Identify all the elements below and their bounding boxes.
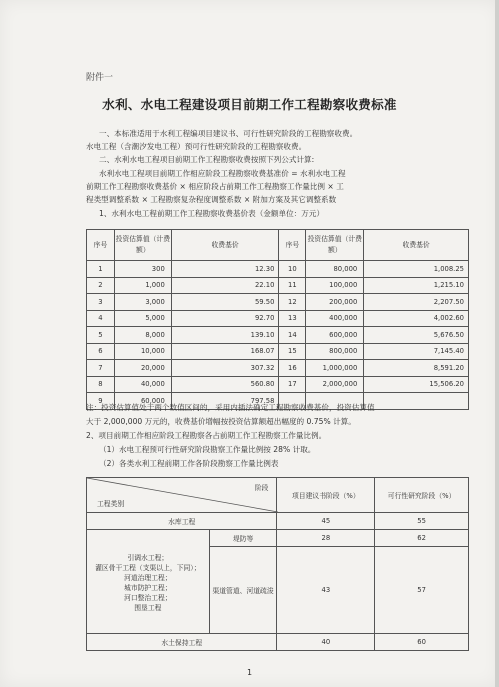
cell-investment: 5,000 bbox=[114, 310, 171, 327]
cell-no: 9 bbox=[87, 393, 115, 410]
cell-investment: 800,000 bbox=[306, 343, 364, 360]
cell-no: 15 bbox=[279, 343, 306, 360]
table-row bbox=[87, 327, 469, 344]
cell-fee: 560.80 bbox=[171, 376, 279, 393]
cell-investment: 8,000 bbox=[114, 327, 171, 344]
cell-investment: 100,000 bbox=[306, 277, 364, 294]
table-row bbox=[87, 376, 469, 393]
cell-investment: 200,000 bbox=[306, 294, 364, 311]
header-no: 序号 bbox=[279, 230, 306, 261]
fee-table bbox=[86, 229, 469, 410]
paragraph: 前期工作工程勘察收费基价 × 相应阶段占前期工作工程勘察工作量比例 × 工 bbox=[86, 182, 344, 191]
table-row bbox=[87, 360, 469, 377]
cell-fee: 92.70 bbox=[171, 310, 279, 327]
paragraph: 程类型调整系数 × 工程勘察复杂程度调整系数 × 附加方案及其它调整系数 bbox=[86, 195, 337, 204]
table-caption: （2）各类水利工程前期工作各阶段勘察工作量比例表 bbox=[99, 459, 279, 468]
cell-no: 8 bbox=[87, 376, 115, 393]
cell-fee: 15,506.20 bbox=[364, 376, 469, 393]
table-row bbox=[87, 294, 469, 311]
group-line: 城市防护工程； bbox=[124, 583, 172, 592]
paragraph: 水利水电工程项目前期工作相应阶段工程勘察收费基准价 = 水利水电工程 bbox=[99, 169, 346, 178]
header-no: 序号 bbox=[87, 230, 115, 261]
table-header-row bbox=[87, 478, 469, 513]
group-line: 围垦工程 bbox=[134, 603, 162, 612]
cell-empty bbox=[364, 393, 469, 410]
note-line: 2、项目前期工作相应阶段工程勘察各占前期工作工程勘察工作量比例。 bbox=[86, 431, 327, 440]
cell-investment: 80,000 bbox=[306, 261, 364, 278]
cell-no: 17 bbox=[279, 376, 306, 393]
cell-no: 14 bbox=[279, 327, 306, 344]
group-line: 灌区骨干工程（支渠以上，下同）； bbox=[95, 563, 201, 572]
cell-fee: 307.32 bbox=[171, 360, 279, 377]
header-investment: 投资估算值（计费额） bbox=[114, 230, 171, 261]
cell-no: 2 bbox=[87, 277, 115, 294]
cell-investment: 1,000,000 bbox=[306, 360, 364, 377]
cell-value: 40 bbox=[277, 634, 375, 651]
table-row bbox=[87, 277, 469, 294]
cell-fee: 168.07 bbox=[171, 343, 279, 360]
cell-no: 13 bbox=[279, 310, 306, 327]
cell-value: 60 bbox=[375, 634, 469, 651]
cell-value: 57 bbox=[375, 547, 469, 634]
cell-investment: 60,000 bbox=[114, 393, 171, 410]
cell-category-group bbox=[87, 530, 210, 634]
cell-no: 5 bbox=[87, 327, 115, 344]
cell-no: 10 bbox=[279, 261, 306, 278]
cell-no: 12 bbox=[279, 294, 306, 311]
cell-fee: 2,207.50 bbox=[364, 294, 469, 311]
cell-no: 16 bbox=[279, 360, 306, 377]
page-number: 1 bbox=[246, 668, 253, 677]
cell-subcategory: 渠道管道、河道疏浚 bbox=[209, 547, 277, 634]
cell-investment: 40,000 bbox=[114, 376, 171, 393]
cell-subcategory: 堤防等 bbox=[209, 530, 277, 547]
cell-investment: 1,000 bbox=[114, 277, 171, 294]
cell-fee: 797.58 bbox=[171, 393, 279, 410]
cell-no: 3 bbox=[87, 294, 115, 311]
cell-investment: 400,000 bbox=[306, 310, 364, 327]
note-line: （1）水电工程预可行性研究阶段勘察工作量比例按 28% 计取。 bbox=[99, 445, 316, 454]
cell-category: 水土保持工程 bbox=[87, 634, 277, 651]
header-feasibility: 可行性研究阶段（%） bbox=[375, 478, 469, 513]
paragraph: 一、本标准适用于水利工程编项目建议书、可行性研究阶段的工程勘察收费。 bbox=[99, 129, 358, 138]
cell-fee: 5,676.50 bbox=[364, 327, 469, 344]
cell-investment: 300 bbox=[114, 261, 171, 278]
cell-no: 7 bbox=[87, 360, 115, 377]
cell-no: 6 bbox=[87, 343, 115, 360]
document-title: 水利、水电工程建设项目前期工作工程勘察收费标准 bbox=[102, 97, 397, 112]
paragraph: 二、水利水电工程项目前期工作工程勘察收费按照下列公式计算: bbox=[99, 155, 315, 164]
cell-investment: 600,000 bbox=[306, 327, 364, 344]
diagonal-header-cell bbox=[87, 478, 277, 513]
table-row bbox=[87, 530, 469, 547]
table-header-row bbox=[87, 230, 469, 261]
attachment-label: 附件一 bbox=[86, 73, 114, 83]
group-line: 河道治理工程； bbox=[124, 573, 172, 582]
table-row bbox=[87, 310, 469, 327]
ratio-table bbox=[86, 477, 469, 651]
cell-fee: 8,591.20 bbox=[364, 360, 469, 377]
cell-fee: 7,145.40 bbox=[364, 343, 469, 360]
header-investment: 投资估算值（计费额） bbox=[306, 230, 364, 261]
header-fee: 收费基价 bbox=[364, 230, 469, 261]
cell-value: 45 bbox=[277, 513, 375, 530]
header-category: 工程类别 bbox=[97, 500, 125, 508]
cell-fee: 22.10 bbox=[171, 277, 279, 294]
cell-value: 28 bbox=[277, 530, 375, 547]
cell-fee: 1,215.10 bbox=[364, 277, 469, 294]
cell-fee: 59.50 bbox=[171, 294, 279, 311]
header-proposal: 项目建议书阶段（%） bbox=[277, 478, 375, 513]
cell-investment: 3,000 bbox=[114, 294, 171, 311]
cell-value: 62 bbox=[375, 530, 469, 547]
cell-category: 水库工程 bbox=[87, 513, 277, 530]
group-line: 河口整治工程； bbox=[124, 593, 172, 602]
cell-no: 1 bbox=[87, 261, 115, 278]
table-row bbox=[87, 513, 469, 530]
note-line: 大于 2,000,000 万元的，收费基价增幅按投资估算额超出幅度的 0.75% 计算。 bbox=[86, 417, 356, 426]
cell-fee: 12.30 bbox=[171, 261, 279, 278]
cell-fee: 4,002.60 bbox=[364, 310, 469, 327]
cell-fee: 1,008.25 bbox=[364, 261, 469, 278]
cell-fee: 139.10 bbox=[171, 327, 279, 344]
header-fee: 收费基价 bbox=[171, 230, 279, 261]
note-line: 注：投资估算值处于两个数值区间的，采用内插法确定工程勘察收费基价，投资估算值 bbox=[86, 403, 375, 412]
cell-investment: 2,000,000 bbox=[306, 376, 364, 393]
cell-investment: 10,000 bbox=[114, 343, 171, 360]
group-line: 引调水工程； bbox=[127, 553, 169, 562]
header-stage: 阶段 bbox=[254, 484, 269, 492]
cell-no: 4 bbox=[87, 310, 115, 327]
cell-value: 43 bbox=[277, 547, 375, 634]
table-row bbox=[87, 634, 469, 651]
cell-investment: 20,000 bbox=[114, 360, 171, 377]
paragraph: 水电工程（含潮汐发电工程）预可行性研究阶段的工程勘察收费。 bbox=[86, 142, 307, 151]
cell-value: 55 bbox=[375, 513, 469, 530]
cell-no: 11 bbox=[279, 277, 306, 294]
table-caption: 1、水利水电工程前期工作工程勘察收费基价表（金额单位：万元） bbox=[99, 209, 325, 218]
table-row bbox=[87, 261, 469, 278]
table-row bbox=[87, 343, 469, 360]
